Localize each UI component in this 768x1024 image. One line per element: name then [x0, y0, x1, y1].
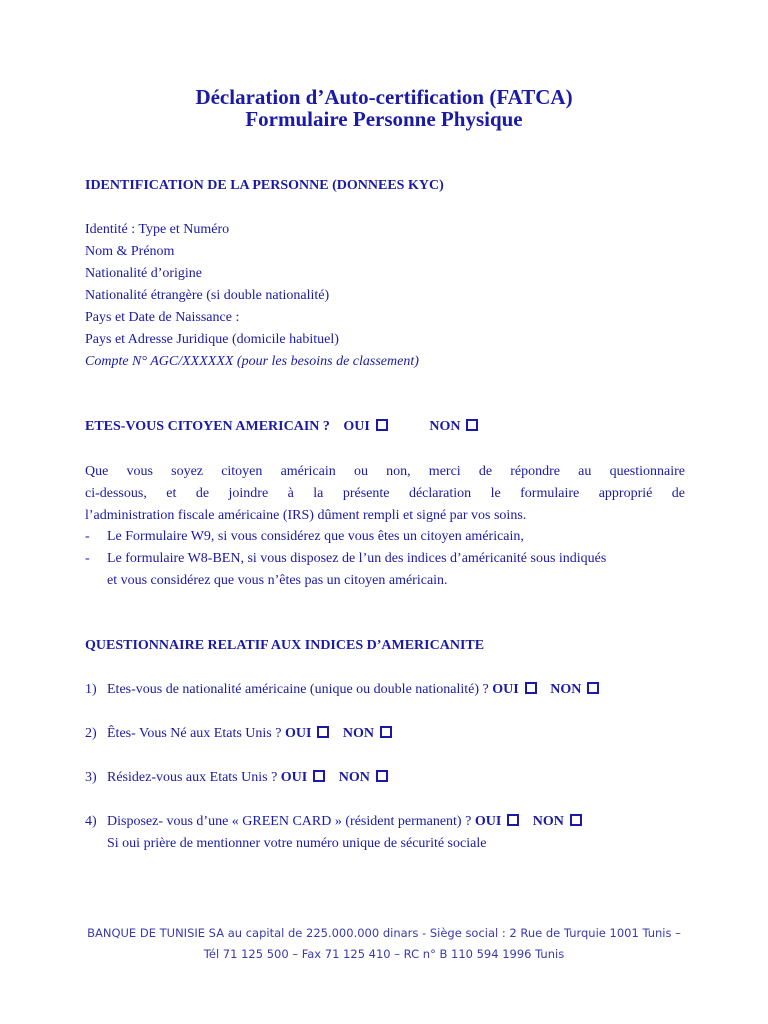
field-pays-date-naissance: Pays et Date de Naissance : — [85, 310, 240, 325]
question-2-oui-checkbox[interactable] — [317, 726, 329, 738]
intro-line-3: l’administration fiscale américaine (IRS) dûment rempli et signé par vos soins. — [85, 508, 527, 523]
question-1-oui-label: OUI — [492, 682, 519, 697]
account-note: Compte N° AGC/XXXXXX (pour les besoins de classement) — [85, 354, 419, 369]
intro-paragraph — [85, 461, 685, 527]
bullet-dash-2: - — [85, 551, 90, 566]
document-subtitle: Formulaire Personne Physique — [245, 107, 523, 131]
field-nom-prenom: Nom & Prénom — [85, 244, 175, 259]
question-2-number: 2) — [85, 726, 97, 741]
field-nationalite-etrangere: Nationalité étrangère (si double nationalité) — [85, 288, 330, 303]
question-2-non-label: NON — [342, 726, 375, 741]
section-identification-heading: IDENTIFICATION DE LA PERSONNE (DONNEES KYC) — [85, 178, 444, 193]
question-4-non-label: NON — [532, 814, 564, 829]
question-3-non-checkbox[interactable] — [376, 770, 388, 782]
question-2-oui-label: OUI — [284, 726, 312, 741]
citizen-non-checkbox[interactable] — [466, 419, 478, 431]
question-3-oui-checkbox[interactable] — [313, 770, 325, 782]
question-4-note: Si oui prière de mentionner votre numéro unique de sécurité sociale — [107, 836, 487, 851]
question-1-non-label: NON — [550, 682, 582, 697]
footer-line-1: BANQUE DE TUNISIE SA au capital de 225.000.000 dinars - Siège social : 2 Rue de Turquie 1001 Tunis – — [87, 926, 681, 940]
citizen-question — [85, 419, 478, 435]
question-1-text: Etes-vous de nationalité américaine (unique ou double nationalité) ? — [107, 682, 489, 697]
question-2 — [107, 726, 392, 742]
field-pays-adresse: Pays et Adresse Juridique (domicile habituel) — [85, 332, 339, 347]
footer-line-2: Tél 71 125 500 – Fax 71 125 410 – RC n° B 110 594 1996 Tunis — [203, 947, 565, 961]
question-1-number: 1) — [85, 682, 97, 697]
question-1-oui-checkbox[interactable] — [525, 682, 537, 694]
question-3 — [107, 770, 388, 786]
question-3-oui-label: OUI — [280, 770, 308, 785]
citizen-question-text: ETES-VOUS CITOYEN AMERICAIN ? — [85, 419, 330, 434]
question-1 — [107, 682, 599, 698]
intro-line-1: Que vous soyez citoyen américain ou non, merci de répondre au questionnaire — [85, 464, 685, 479]
question-4-oui-label: OUI — [474, 814, 502, 829]
bullet-w9: Le Formulaire W9, si vous considérez que vous êtes un citoyen américain, — [107, 529, 524, 544]
question-4-text: Disposez- vous d’une « GREEN CARD » (résident permanent) ? — [107, 814, 472, 829]
question-1-non-checkbox[interactable] — [587, 682, 599, 694]
question-2-non-checkbox[interactable] — [380, 726, 392, 738]
field-identite: Identité : Type et Numéro — [85, 222, 230, 237]
citizen-non-label: NON — [429, 419, 461, 434]
bullet-w8ben-line-1: Le formulaire W8-BEN, si vous disposez de l’un des indices d’américanité sous indiqués — [107, 551, 607, 566]
intro-line-2: ci-dessous, et de joindre à la présente déclaration le formulaire approprié de — [85, 486, 685, 501]
question-3-non-label: NON — [338, 770, 370, 785]
section-questionnaire-heading: QUESTIONNAIRE RELATIF AUX INDICES D’AMERICANITE — [85, 638, 485, 653]
question-4 — [107, 814, 582, 830]
citizen-oui-label: OUI — [343, 419, 370, 434]
citizen-oui-checkbox[interactable] — [376, 419, 388, 431]
question-3-text: Résidez-vous aux Etats Unis ? — [107, 770, 278, 785]
question-4-number: 4) — [85, 814, 97, 829]
question-2-text: Êtes- Vous Né aux Etats Unis ? — [107, 726, 282, 741]
question-3-number: 3) — [85, 770, 97, 785]
bullet-w8ben-line-2: et vous considérez que vous n’êtes pas un citoyen américain. — [107, 573, 448, 588]
question-4-oui-checkbox[interactable] — [507, 814, 519, 826]
field-nationalite-origine: Nationalité d’origine — [85, 266, 203, 281]
question-4-non-checkbox[interactable] — [570, 814, 582, 826]
bullet-dash-1: - — [85, 529, 90, 544]
document-title: Déclaration d’Auto-certification (FATCA) — [195, 85, 573, 109]
